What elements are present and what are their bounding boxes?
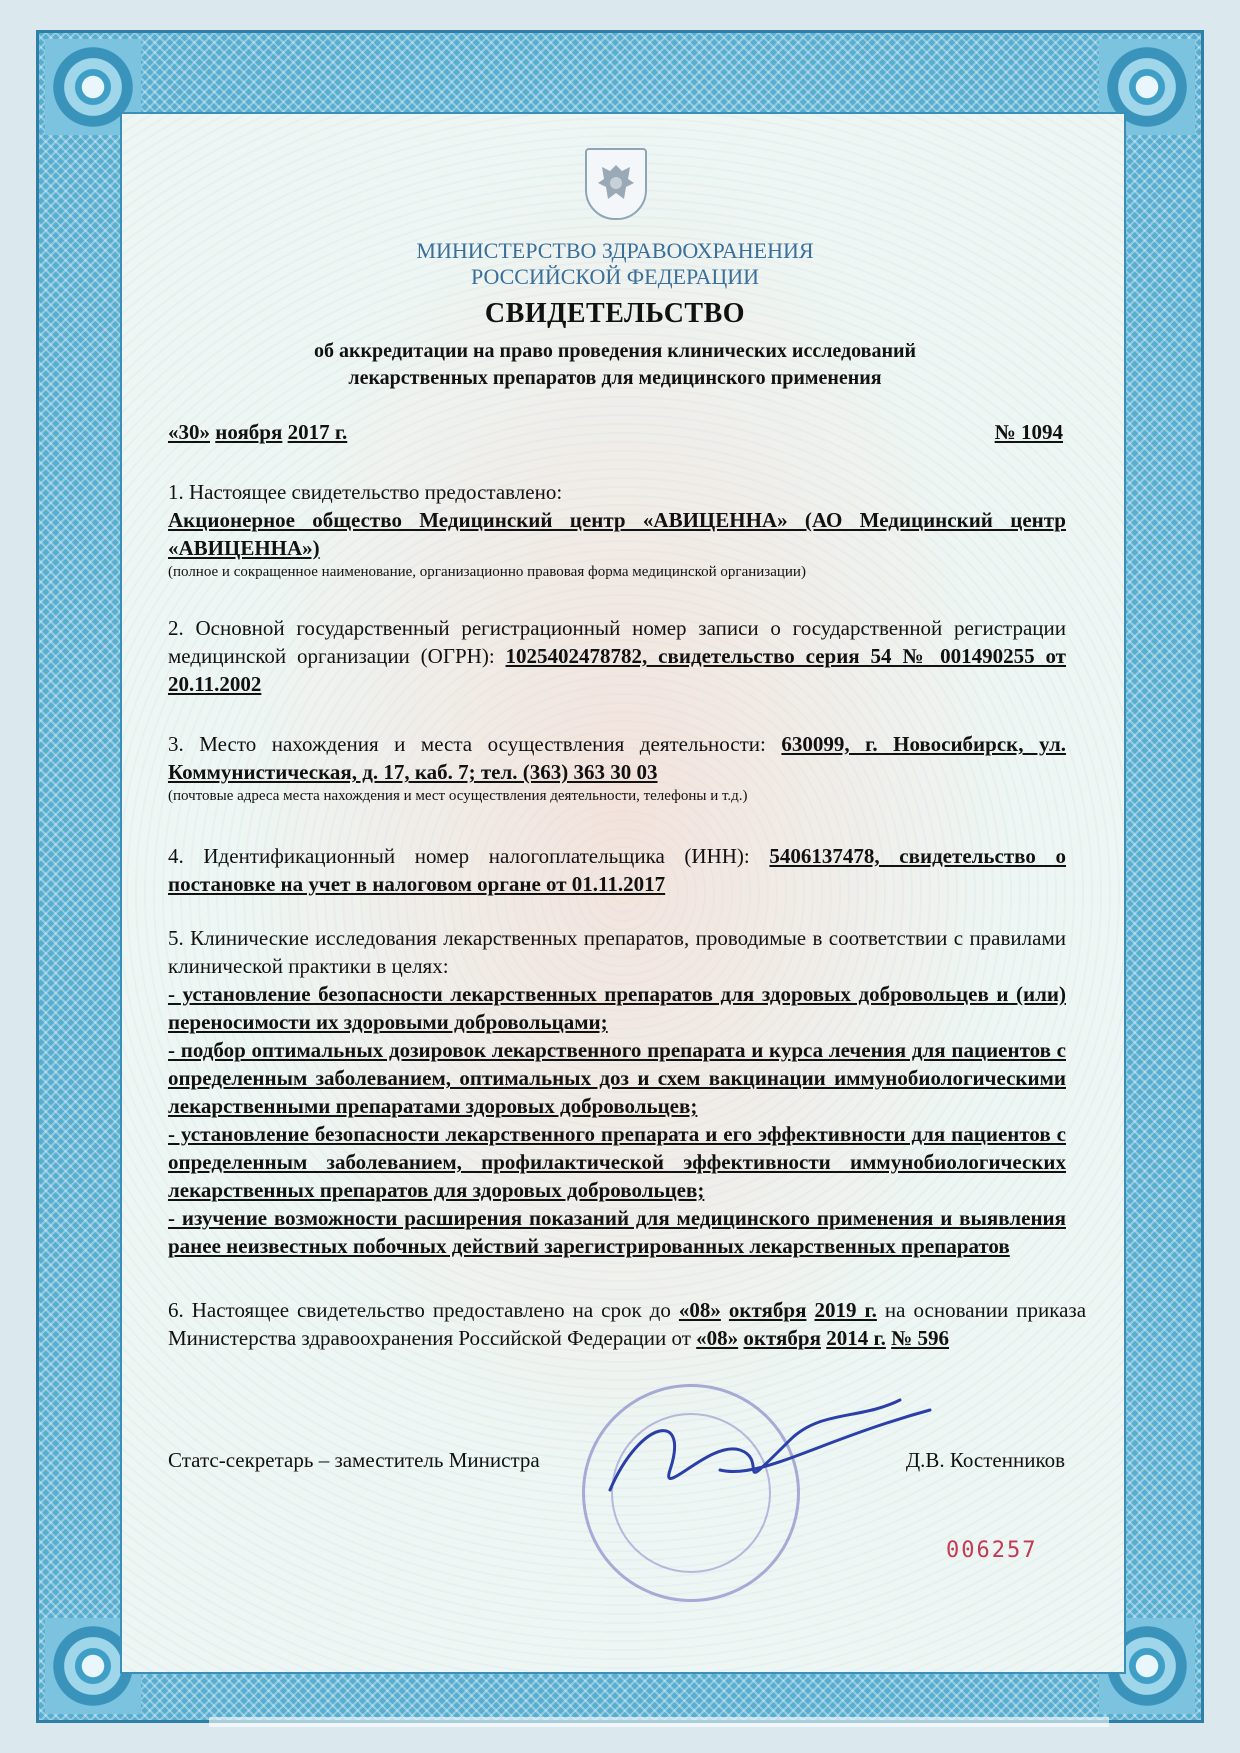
organization-name: Акционерное общество Медицинский центр «АВИЦЕННА» (АО Медицинский центр «АВИЦЕННА») bbox=[168, 508, 1066, 560]
document-subtitle bbox=[220, 338, 1010, 392]
section-address bbox=[168, 730, 1066, 806]
order-year: 2014 г. bbox=[826, 1326, 886, 1350]
field-note: (почтовые адреса места нахождения и мест осуществления деятельности, телефоны и т.д.) bbox=[168, 788, 748, 804]
section-validity bbox=[168, 1296, 1086, 1352]
ministry-line: МИНИСТЕРСТВО ЗДРАВООХРАНЕНИЯ bbox=[416, 238, 814, 263]
ministry-name bbox=[360, 238, 870, 290]
signer-role: Статс-секретарь – заместитель Министра bbox=[168, 1448, 540, 1472]
signature-mark bbox=[600, 1380, 940, 1530]
address-value: 630099, г. Новосибирск, ул. Коммунистическая, д. 17, каб. 7; тел. (363) 363 30 03 bbox=[168, 732, 1067, 784]
purpose-item: - установление безопасности лекарственного препарата и его эффективности для пациентов с определенным заболеванием, профилактической эффективности иммунобиологических лекарственных препаратов для здоровых добровольцев; bbox=[168, 1122, 1066, 1202]
order-number: № 596 bbox=[891, 1326, 949, 1350]
ministry-line: РОССИЙСКОЙ ФЕДЕРАЦИИ bbox=[470, 264, 760, 289]
valid-month: октября bbox=[728, 1298, 807, 1322]
valid-year: 2019 г. bbox=[814, 1298, 877, 1322]
issue-year: 2017 г. bbox=[287, 420, 348, 444]
basis-text: на основании приказа Министерства здравоохранения Российской Федерации от bbox=[168, 1298, 1087, 1350]
section-inn bbox=[168, 842, 1066, 898]
issue-date-line bbox=[168, 420, 1063, 445]
section-ogrn bbox=[168, 614, 1066, 698]
purpose-item: - изучение возможности расширения показаний для медицинского применения и выявления ранее неизвестных побочных действий зарегистрированных лекарственных препаратов bbox=[168, 1206, 1066, 1258]
subtitle-line: лекарственных препаратов для медицинского применения bbox=[348, 367, 882, 389]
order-month: октября bbox=[743, 1326, 821, 1350]
section-research-purposes bbox=[168, 924, 1066, 1260]
order-day: «08» bbox=[696, 1326, 739, 1350]
purpose-item: - подбор оптимальных дозировок лекарственного препарата и курса лечения для пациентов с определенным заболеванием, оптимальных доз и схем вакцинации иммунобиологическими лекарственными препаратами здоровых добровольцев; bbox=[168, 1038, 1066, 1118]
valid-day: «08» bbox=[678, 1298, 721, 1322]
inn-value: 5406137478, свидетельство о постановке на учет в налоговом органе от 01.11.2017 bbox=[168, 844, 1067, 896]
section-intro: 4. Идентификационный номер налогоплательщика (ИНН): bbox=[168, 844, 750, 868]
section-intro: 5. Клинические исследования лекарственных препаратов, проводимые в соответствии с правилами клинической практики в целях: bbox=[168, 926, 1066, 978]
field-note: (полное и сокращенное наименование, организационно правовая форма медицинской организации) bbox=[168, 564, 806, 580]
certificate-number: № 1094 bbox=[994, 420, 1063, 444]
form-serial-number: 006257 bbox=[946, 1538, 1038, 1563]
coat-of-arms-icon bbox=[585, 148, 647, 220]
document-title: СВИДЕТЕЛЬСТВО bbox=[484, 298, 746, 329]
issue-month: ноября bbox=[215, 420, 283, 444]
section-intro: 3. Место нахождения и места осуществления деятельности: bbox=[168, 732, 766, 756]
purpose-item: - установление безопасности лекарственных препаратов для здоровых добровольцев и (или) переносимости их здоровыми добровольцами; bbox=[168, 982, 1066, 1034]
subtitle-line: об аккредитации на право проведения клинических исследований bbox=[313, 340, 917, 362]
section-intro: 1. Настоящее свидетельство предоставлено: bbox=[168, 480, 563, 504]
signer-name: Д.В. Костенников bbox=[905, 1448, 1065, 1472]
section-intro: 6. Настоящее свидетельство предоставлено на срок до bbox=[168, 1298, 671, 1322]
section-intro: 2. Основной государственный регистрационный номер записи о государственной регистрации медицинской организации (ОГРН): bbox=[168, 616, 1066, 668]
issue-day: «30» bbox=[168, 420, 210, 444]
footer-microtext-strip bbox=[209, 1717, 1109, 1727]
section-organization bbox=[168, 478, 1066, 582]
ogrn-value: 1025402478782, свидетельство серия 54 № 001490255 от 20.11.2002 bbox=[168, 644, 1066, 696]
